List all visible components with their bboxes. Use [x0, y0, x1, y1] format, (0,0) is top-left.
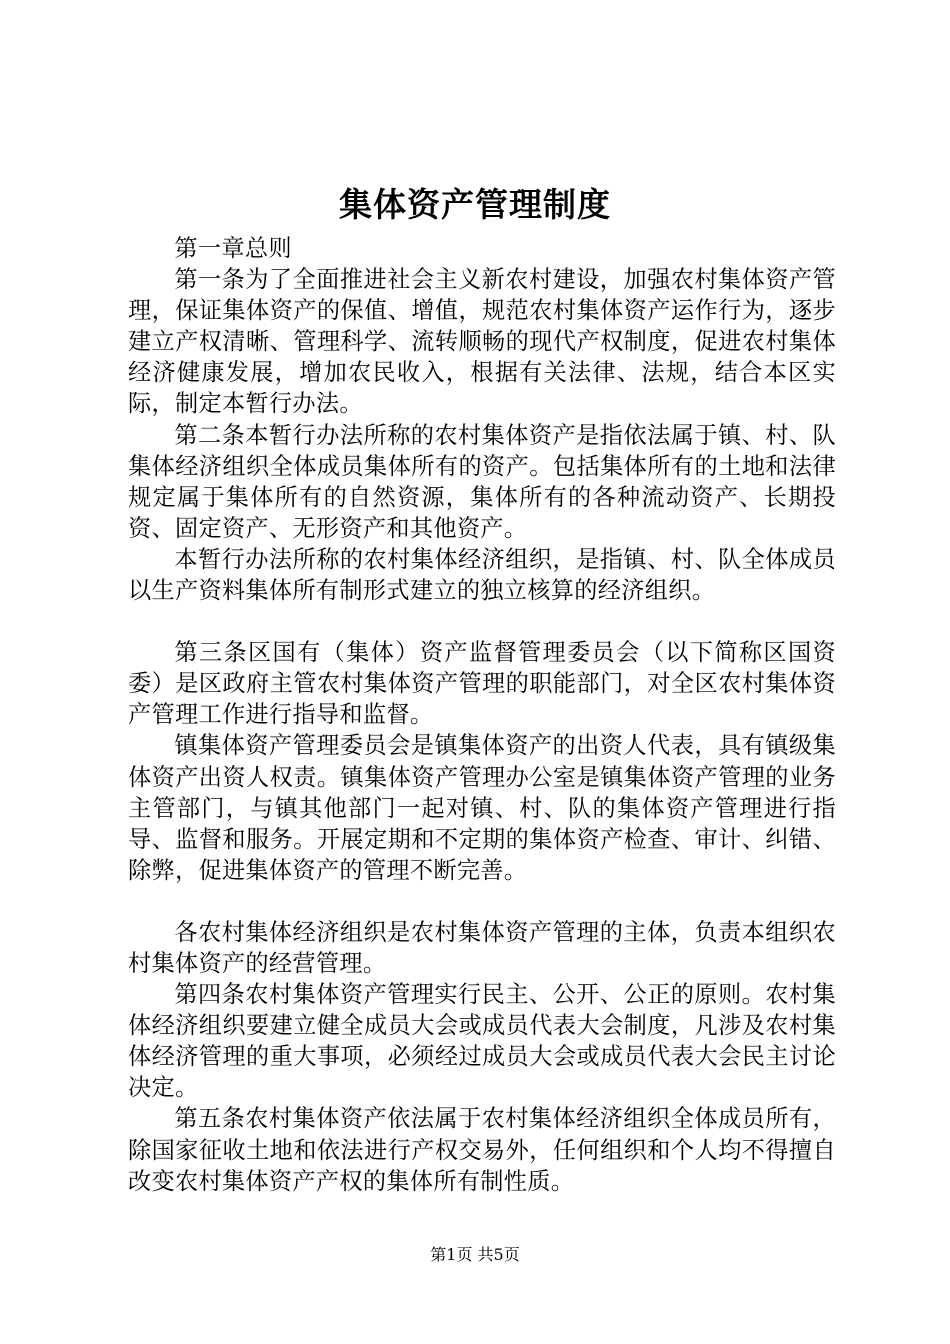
- document-title: 集体资产管理制度: [339, 185, 611, 224]
- paragraph: 第四条农村集体资产管理实行民主、公开、公正的原则。农村集体经济组织要建立健全成员大会或成员代表大会制度，凡涉及农村集体经济管理的重大事项，必须经过成员大会或成员代表大会民主讨论决定。: [128, 981, 836, 1102]
- document-body: [128, 233, 836, 1197]
- paragraph: 本暂行办法所称的农村集体经济组织，是指镇、村、队全体成员以生产资料集体所有制形式建立的独立核算的经济组织。: [128, 545, 836, 605]
- page-number-footer: 第1页 共5页: [430, 1245, 520, 1264]
- paragraph: 第一条为了全面推进社会主义新农村建设，加强农村集体资产管理，保证集体资产的保值、增值，规范农村集体资产运作行为，逐步建立产权清晰、管理科学、流转顺畅的现代产权制度，促进农村集体经济健康发展，增加农民收入，根据有关法律、法规，结合本区实际，制定本暂行办法。: [128, 266, 836, 418]
- chapter-heading: 第一章总则: [174, 235, 292, 262]
- paragraph: 镇集体资产管理委员会是镇集体资产的出资人代表，具有镇级集体资产出资人权责。镇集体资产管理办公室是镇集体资产管理的业务主管部门，与镇其他部门一起对镇、村、队的集体资产管理进行指导、监督和服务。开展定期和不定期的集体资产检查、审计、纠错、除弊，促进集体资产的管理不断完善。: [128, 732, 836, 884]
- paragraph: 第二条本暂行办法所称的农村集体资产是指依法属于镇、村、队集体经济组织全体成员集体所有的资产。包括集体所有的土地和法律规定属于集体所有的自然资源，集体所有的各种流动资产、长期投资、固定资产、无形资产和其他资产。: [128, 421, 836, 542]
- paragraph: 第五条农村集体资产依法属于农村集体经济组织全体成员所有，除国家征收土地和依法进行产权交易外，任何组织和个人均不得擅自改变农村集体资产产权的集体所有制性质。: [128, 1105, 836, 1195]
- paragraph: 第三条区国有（集体）资产监督管理委员会（以下简称区国资委）是区政府主管农村集体资产管理的职能部门，对全区农村集体资产管理工作进行指导和监督。: [128, 639, 836, 729]
- paragraph: 各农村集体经济组织是农村集体资产管理的主体，负责本组织农村集体资产的经营管理。: [128, 918, 836, 977]
